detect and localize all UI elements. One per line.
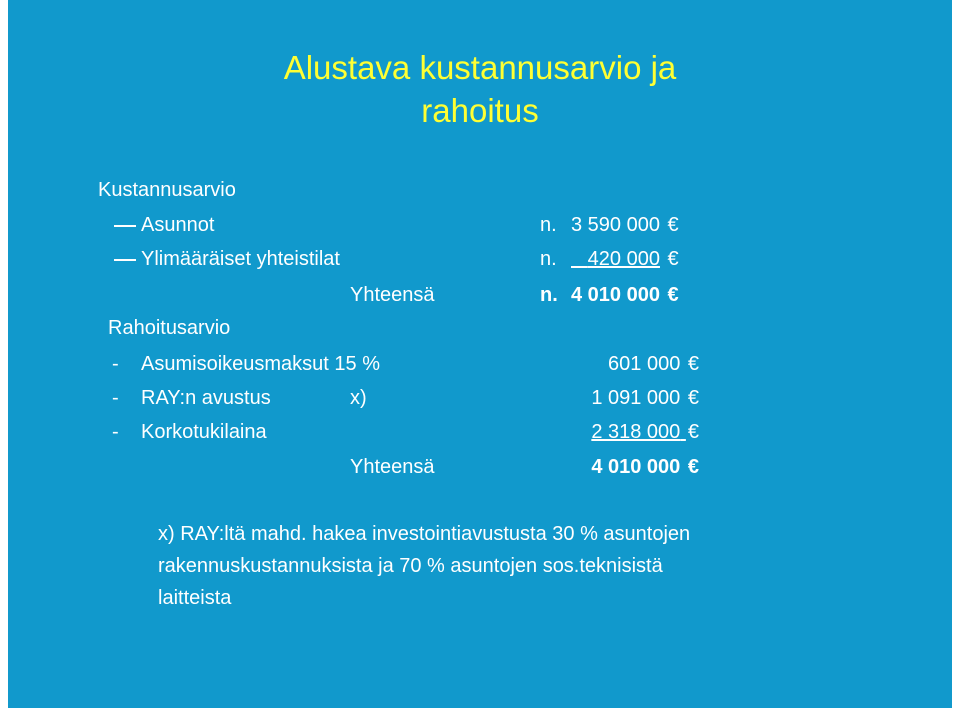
dash-bullet-icon bbox=[114, 225, 136, 227]
funding-bullet: - bbox=[112, 387, 119, 409]
funding-row-label: RAY:n avustus bbox=[141, 387, 271, 409]
cost-row-label: Asunnot bbox=[141, 214, 215, 236]
funding-total-label: Yhteensä bbox=[350, 456, 435, 478]
amount-value: 4 010 000 bbox=[571, 284, 660, 306]
cost-row-amount bbox=[571, 247, 679, 271]
footnote-line-2: rakennuskustannuksista ja 70 % asuntojen sos.teknisistä bbox=[158, 555, 663, 577]
funding-bullet: - bbox=[112, 353, 119, 375]
euro-icon: € bbox=[667, 284, 679, 306]
slide-title bbox=[8, 46, 952, 132]
funding-row-note: x) bbox=[350, 387, 367, 409]
footnote-line-3: laitteista bbox=[158, 587, 232, 609]
dash-bullet-icon bbox=[114, 259, 136, 261]
amount-value: 601 000 bbox=[608, 353, 681, 375]
title-line-1: Alustava kustannusarvio ja bbox=[283, 49, 677, 86]
amount-value: 1 091 000 bbox=[591, 387, 681, 409]
euro-icon: € bbox=[687, 353, 699, 375]
funding-row-label: Korkotukilaina bbox=[141, 421, 267, 443]
euro-icon: € bbox=[687, 456, 699, 478]
amount-value: 2 318 000 bbox=[591, 421, 681, 443]
euro-icon: € bbox=[667, 214, 679, 236]
cost-heading: Kustannusarvio bbox=[98, 179, 236, 201]
cost-row-amount bbox=[571, 213, 679, 237]
title-line-2: rahoitus bbox=[421, 92, 539, 129]
funding-bullet: - bbox=[112, 421, 119, 443]
cost-total-label: Yhteensä bbox=[350, 284, 435, 306]
cost-row-prefix: n. bbox=[540, 214, 557, 236]
cost-row-prefix: n. bbox=[540, 248, 557, 270]
funding-total-amount bbox=[571, 455, 699, 479]
funding-row-label: Asumisoikeusmaksut 15 % bbox=[141, 353, 380, 375]
funding-heading: Rahoitusarvio bbox=[108, 317, 231, 339]
slide bbox=[8, 0, 952, 708]
cost-total-prefix: n. bbox=[540, 284, 558, 306]
funding-row-amount bbox=[571, 386, 699, 410]
funding-row-amount bbox=[571, 352, 699, 376]
footnote bbox=[158, 518, 858, 614]
amount-value: 3 590 000 bbox=[571, 214, 660, 236]
euro-icon: € bbox=[687, 421, 699, 443]
footnote-line-1: x) RAY:ltä mahd. hakea investointiavustusta 30 % asuntojen bbox=[158, 523, 691, 545]
funding-row-amount bbox=[571, 420, 699, 444]
amount-value: 4 010 000 bbox=[591, 456, 681, 478]
cost-row-label: Ylimääräiset yhteistilat bbox=[141, 248, 340, 270]
cost-total-amount bbox=[571, 283, 679, 307]
amount-value: 420 000 bbox=[587, 248, 660, 270]
euro-icon: € bbox=[667, 248, 679, 270]
euro-icon: € bbox=[687, 387, 699, 409]
